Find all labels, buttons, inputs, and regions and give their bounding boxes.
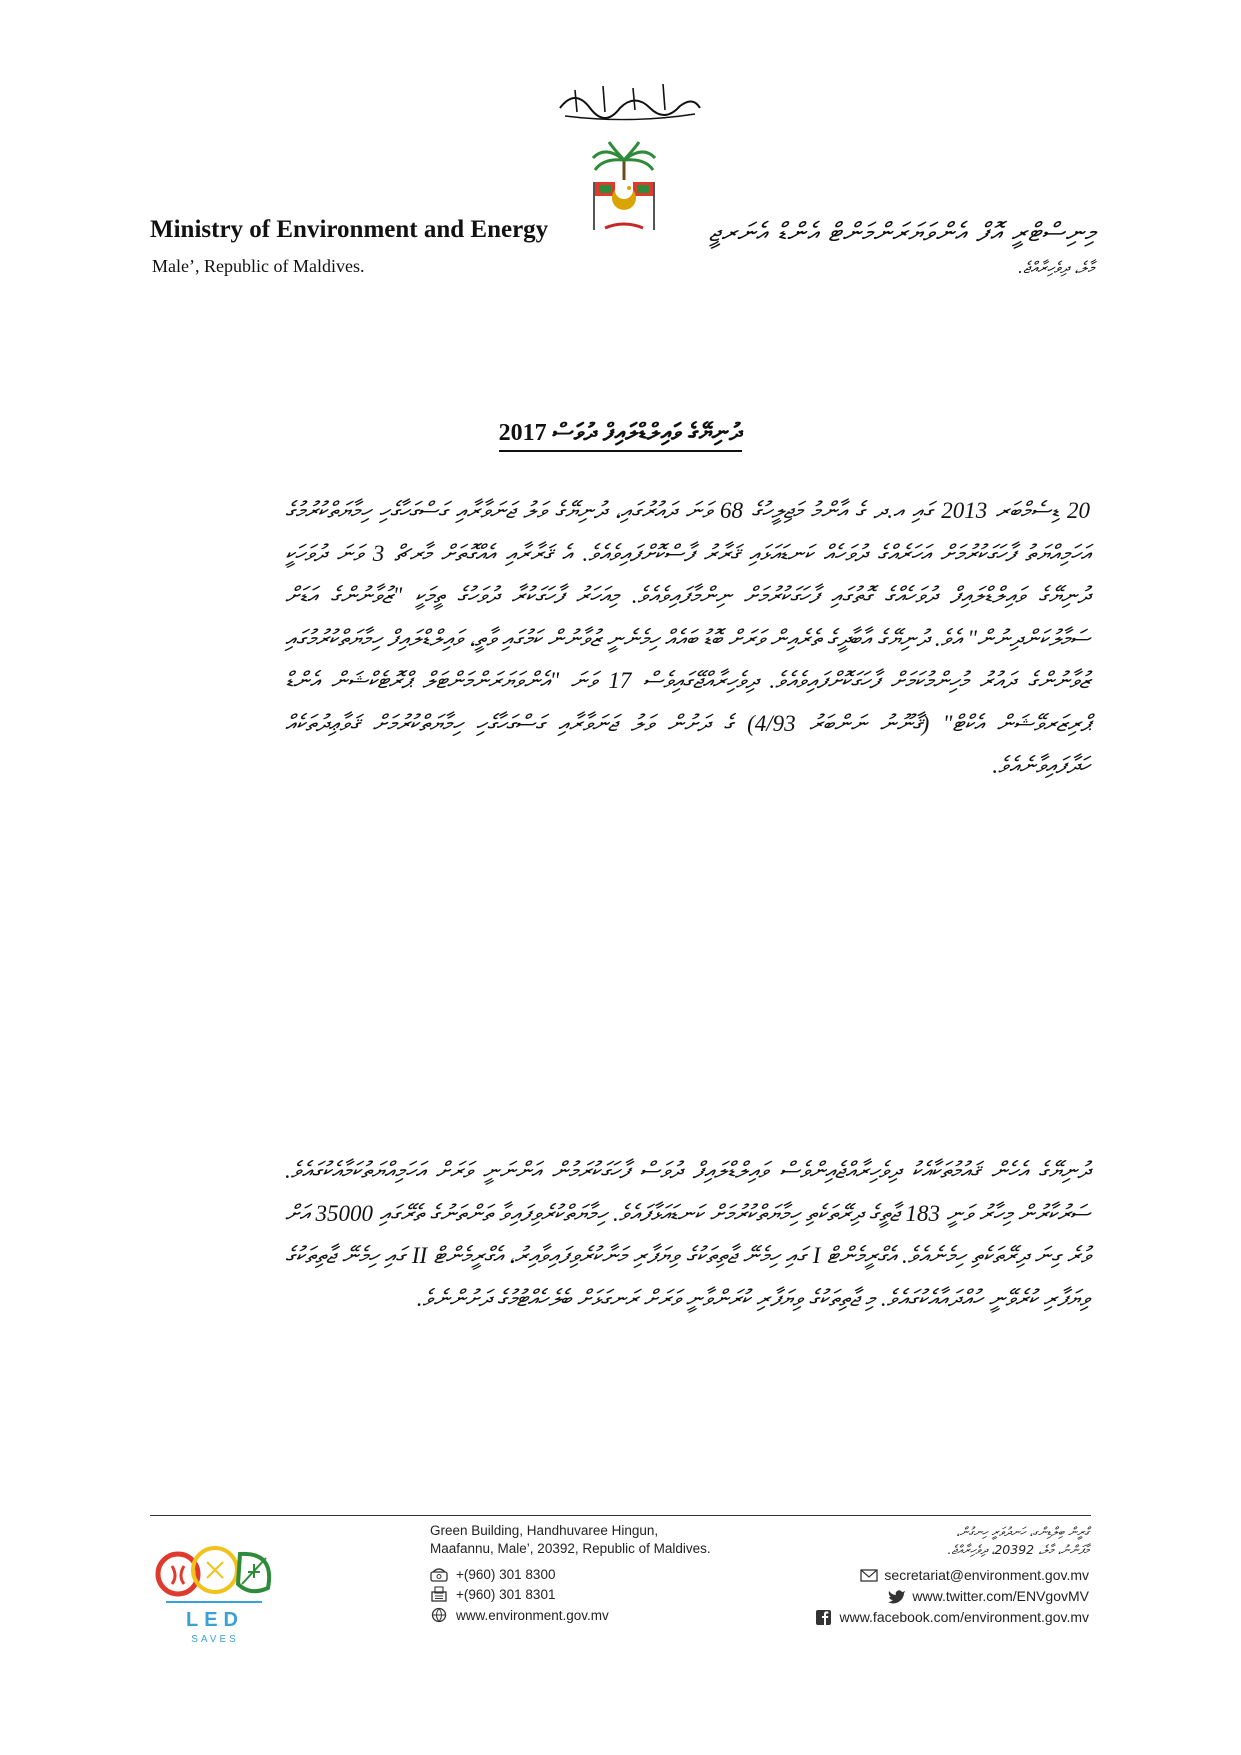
- phone-number[interactable]: +(960) 301 8300: [456, 1566, 556, 1582]
- document-title-text: ދުނިޔޭގެ ވައިލްޑްލައިފް ދުވަސް 2017: [499, 420, 743, 452]
- address-line-dv: މާފަންނު، މާލެ، 20392، ދިވެހިރާއްޖެ.: [947, 1542, 1089, 1557]
- ministry-name-en: Ministry of Environment and Energy: [150, 216, 549, 243]
- email-icon: [860, 1567, 878, 1583]
- footer-address-dv: [947, 1523, 1089, 1559]
- email-link[interactable]: secretariat@environment.gov.mv: [884, 1567, 1089, 1583]
- globe-icon: [430, 1607, 448, 1623]
- bismillah-calligraphy: [555, 78, 705, 126]
- ministry-name-dv: މިނިސްޓްރީ އޮފް އެންވަޔަރަންމަންޓް އެންޑް އެނަރޖީ: [708, 218, 1096, 248]
- document-title: [0, 420, 1241, 447]
- led-saves-logo: [150, 1532, 280, 1647]
- paragraph-text: ދުނިޔޭގެ އެހެން ޤައުމުތަކާއެކު ދިވެހިރާއްޖެއިންވެސް ވައިލްޑްލައިފް ދުވަސް ފާހަގަކުރަމުން އަންނަނީ ވަރަށް އަހަމިއްޔަތުކަމާއެކުގައެވެ. ސަރުކާރުން މިހާރު ވަނީ 183 ޖާތީގެ ދިރޭތަކެތި ހިމާޔަތްކުރުމަށް ކަނޑައަޅާފައެވެ. ހިމާޔަތްކުރެވިފައިވާ ތަންތަނުގެ ތެރޭގައި 35000 އަށް ވުރެ ގިނަ ދިރޭތަކެތި ހިމެނެއެވެ. އެގްރީމެންޓް I ގައި ހިމެނޭ ޖާތިތަކުގެ ވިޔަފާރި މަނާކުރެވިފައިވާއިރު، އެގްރީމެންޓް II ގައި ހިމެނޭ ޖާތިތަކުގެ ވިޔަފާރި ކުރެވޭނީ ހުއްދައާއެކުގައެވެ. މި ޖާތިތަކުގެ ވިޔަފާރި ކުރަންވާނީ ވަރަށް ރަނގަޅަށް ބެލެހެއްޓުމުގެ ދަށުންނެވެ.: [285, 1158, 1090, 1311]
- twitter-link[interactable]: www.twitter.com/ENVgovMV: [912, 1588, 1089, 1604]
- website-row: [430, 1607, 609, 1623]
- twitter-icon: [888, 1588, 906, 1604]
- footer-address-en: [430, 1522, 711, 1558]
- address-line-dv: ގްރީން ބިލްޑިންގ، ހަނދުވަރީ ހިނގުން،: [956, 1524, 1089, 1539]
- logo-subtext: SAVES: [191, 1634, 239, 1645]
- fax-row: [430, 1586, 555, 1602]
- address-line: Maafannu, Male’, 20392, Republic of Maldives.: [430, 1541, 711, 1556]
- fax-number[interactable]: +(960) 301 8301: [456, 1586, 556, 1602]
- address-line: Green Building, Handhuvaree Hingun,: [430, 1523, 659, 1538]
- body-paragraph-1: [285, 490, 1090, 788]
- email-row: [860, 1567, 1089, 1583]
- logo-text: LED: [186, 1609, 244, 1631]
- paragraph-text: 20 ޑިސެމްބަރ 2013 ގައި އ.ދ ގެ އާންމު މަޖިލީހުގެ 68 ވަނަ ދައުރުގައި، ދުނިޔޭގެ ވަލު ޖަނަވާރާއި ގަސްގަހާގެހި ހިމާޔަތްކުރުމުގެ އަހަމިއްޔަތު ފާހަގަކުރުމަށް އަހަރެއްގެ ދުވަހެއް ކަނޑައަޅައި ޤަރާރު ފާސްކޮށްފައިވެއެވެ. އެ ޤަރާރާއި އެއްގޮތަށް މާރޗް 3 ވަނަ ދުވަހަކީ ދުނިޔޭގެ ވައިލްޑްލައިފް ދުވަހެއްގެ ގޮތުގައި ފާހަގަކުރުމަށް ނިންމާފައިވެއެވެ. މިއަހަރު ފާހަގަކުރާ ދުވަހުގެ ތީމަކީ "ޒުވާނުންގެ އަޑަށް ސަމާލުކަންދިނުން" އެވެ. ދުނިޔޭގެ އާބާދީގެ ތެރެއިން ވަރަށް ބޮޑު ބައެއް ހިމެނެނީ ޒުވާނުން ކަމުގައި ވާތީ، ވައިލްޑްލައިފް ހިމާޔަތްކުރުމުގައި ޒުވާނުންގެ ދައުރު މުހިންމުކަމަށް ފާހަގަކޮށްފައިވެއެވެ. ދިވެހިރާއްޖޭގައިވެސް 17 ވަނަ "އެންވަޔަރަންމަންޓަލް ޕްރޮޓެކްޝަން އެންޑް ޕްރިޒަރވޭޝަން އެކްޓް" (ޤާނޫނު ނަންބަރު 4/93) ގެ ދަށުން ވަލު ޖަނަވާރާއި ގަސްގަހާގެހި ހިމާޔަތްކުރުމަށް ޤަވާޢިދުތަކެއް ހަދާފައިވާނެއެވެ.: [285, 498, 1090, 778]
- telephone-icon: [430, 1566, 448, 1582]
- facebook-row: [815, 1609, 1089, 1625]
- footer-divider: [150, 1515, 1091, 1516]
- state-emblem: [585, 140, 663, 238]
- website-link[interactable]: www.environment.gov.mv: [456, 1607, 609, 1623]
- ministry-location-dv: މާލެ، ދިވެހިރާއްޖެ.: [1018, 258, 1094, 277]
- facebook-icon: [815, 1609, 833, 1625]
- twitter-row: [888, 1588, 1089, 1604]
- facebook-link[interactable]: www.facebook.com/environment.gov.mv: [839, 1609, 1089, 1625]
- fax-icon: [430, 1586, 448, 1602]
- phone-row: [430, 1566, 555, 1582]
- ministry-location-en: Male’, Republic of Maldives.: [152, 256, 365, 276]
- body-paragraph-2: [285, 1150, 1090, 1320]
